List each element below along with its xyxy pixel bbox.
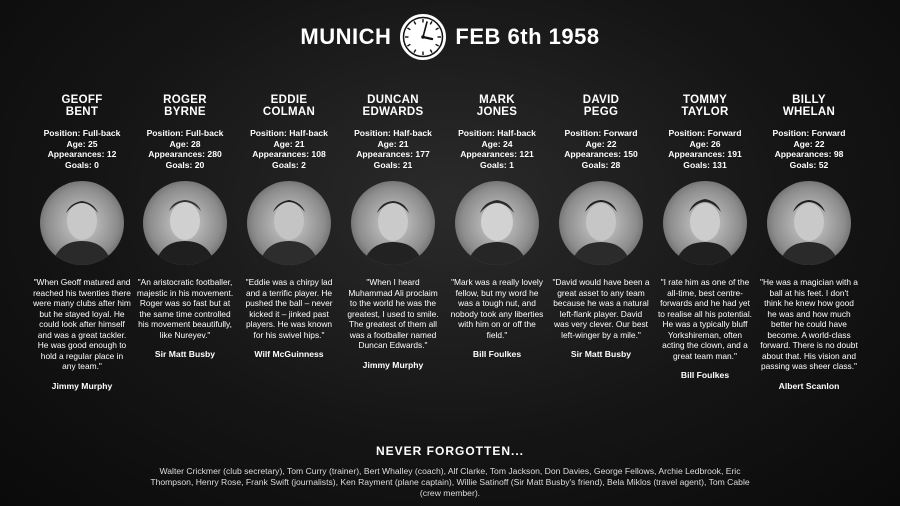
player-age: Age: 24: [481, 138, 513, 149]
player-photo: [455, 181, 539, 265]
player-quote: "Eddie was a chirpy lad and a terrific player. He pushed the ball – never kicked it – jinked past players. He was known for his swivel hips.": [245, 277, 333, 340]
player-stats: [29, 128, 135, 170]
player-position: Position: Half-back: [354, 128, 432, 138]
player-photo: [663, 181, 747, 265]
player-name: [236, 94, 342, 120]
player-photo: [351, 181, 435, 265]
player-card: [132, 94, 238, 359]
player-goals: Goals: 131: [683, 159, 727, 170]
player-last-name: BYRNE: [164, 106, 206, 118]
player-card: [548, 94, 654, 359]
player-name: [756, 94, 862, 120]
player-first-name: DUNCAN: [367, 94, 419, 106]
player-appearances: Appearances: 150: [564, 149, 638, 159]
clock-icon: [399, 13, 447, 61]
quote-author: Wilf McGuinness: [254, 349, 324, 359]
player-name: [444, 94, 550, 120]
quote-author: Bill Foulkes: [472, 349, 522, 359]
player-position: Position: Half-back: [458, 128, 536, 138]
player-last-name: PEGG: [583, 106, 619, 118]
player-goals: Goals: 28: [581, 159, 621, 170]
player-stats: [652, 128, 758, 170]
player-goals: Goals: 0: [65, 159, 99, 170]
player-name: [340, 94, 446, 120]
player-stats: [756, 128, 862, 170]
player-last-name: TAYLOR: [681, 106, 729, 118]
player-last-name: JONES: [476, 106, 518, 118]
player-age: Age: 26: [689, 138, 721, 149]
player-card: [444, 94, 550, 359]
player-card: [236, 94, 342, 359]
player-quote: "David would have been a great asset to any team because he was a natural left-flank player. David was very clever. Our best left-winger by a mile.": [552, 277, 650, 340]
player-age: Age: 25: [66, 138, 98, 149]
player-stats: [132, 128, 238, 170]
player-goals: Goals: 21: [373, 159, 413, 170]
player-appearances: Appearances: 177: [356, 149, 430, 159]
player-last-name: WHELAN: [782, 106, 836, 118]
player-goals: Goals: 1: [480, 159, 514, 170]
player-quote: "An aristocratic footballer, majestic in his movement. Roger was so fast but at the same time controlled his movement beautifully, like Nureyev.": [136, 277, 234, 340]
player-photo: [40, 181, 124, 265]
player-stats: [444, 128, 550, 170]
player-photo: [143, 181, 227, 265]
player-age: Age: 21: [377, 138, 409, 149]
player-quote: "Mark was a really lovely fellow, but my word he was a tough nut, and nobody took any liberties with him on or off the field.": [450, 277, 544, 340]
player-last-name: BENT: [65, 106, 99, 118]
player-position: Position: Half-back: [250, 128, 328, 138]
player-first-name: DAVID: [582, 94, 620, 106]
header-title-right: FEB 6th 1958: [455, 24, 600, 49]
player-photo: [247, 181, 331, 265]
player-first-name: MARK: [479, 94, 515, 106]
player-position: Position: Full-back: [146, 128, 224, 138]
player-quote: "I rate him as one of the all-time, best centre-forwards and he had yet to realise all his potential. He was a typically bluff Yorkshireman, often acting the clown, and a great team man.": [657, 277, 753, 361]
player-quote: "When Geoff matured and reached his twenties there were many clubs after him but he stayed loyal. He could look after himself and was a great tackler. He was good enough to hold a regular place in any team.": [33, 277, 131, 371]
player-quote: "When I heard Muhammad Ali proclaim to the world he was the greatest, I used to smile. The greatest of them all was a footballer named Duncan Edwards.": [347, 277, 439, 350]
player-position: Position: Forward: [772, 128, 846, 138]
player-first-name: EDDIE: [270, 94, 308, 106]
player-name: [548, 94, 654, 120]
player-quote: "He was a magician with a ball at his feet. I don't think he knew how good he was and how much better he could have become. A world-class forward. There is no doubt about that. His vision and passing was sheer class.": [760, 277, 858, 371]
header-title-left: MUNICH: [300, 24, 392, 49]
player-first-name: ROGER: [163, 94, 207, 106]
quote-author: Sir Matt Busby: [154, 349, 216, 359]
quote-author: Jimmy Murphy: [51, 380, 113, 391]
player-card: [652, 94, 758, 380]
player-stats: [340, 128, 446, 170]
player-goals: Goals: 52: [789, 159, 829, 170]
player-first-name: BILLY: [792, 94, 826, 106]
player-card: [756, 94, 862, 391]
player-appearances: Appearances: 12: [47, 149, 117, 159]
quote-author: Jimmy Murphy: [362, 359, 424, 370]
player-first-name: GEOFF: [61, 94, 103, 106]
player-appearances: Appearances: 280: [148, 149, 222, 159]
player-age: Age: 21: [273, 138, 305, 149]
quote-author: Albert Scanlon: [778, 380, 840, 391]
player-position: Position: Forward: [668, 128, 742, 138]
page-header: [0, 8, 900, 66]
player-age: Age: 28: [169, 138, 201, 149]
player-stats: [548, 128, 654, 170]
player-photo: [767, 181, 851, 265]
player-appearances: Appearances: 108: [252, 149, 326, 159]
player-name: [132, 94, 238, 120]
player-name: [652, 94, 758, 120]
player-goals: Goals: 20: [165, 159, 205, 170]
footer-text: Walter Crickmer (club secretary), Tom Curry (trainer), Bert Whalley (coach), Alf Clarke, Tom Jackson, Don Davies, George Fellows, Archie Ledbrook, Eric Thompson, Henry Rose, Frank Swift (journalists), Ken Rayment (plane captain), Willie Satinoff (Sir Matt Busby's friend), Bela Miklos (travel agent), Tom Cable (crew member).: [150, 466, 750, 498]
quote-author: Sir Matt Busby: [570, 349, 632, 359]
quote-author: Bill Foulkes: [680, 370, 730, 380]
player-card: [340, 94, 446, 370]
player-appearances: Appearances: 98: [774, 149, 844, 159]
player-appearances: Appearances: 191: [668, 149, 742, 159]
player-last-name: EDWARDS: [362, 106, 424, 118]
player-photo: [559, 181, 643, 265]
player-age: Age: 22: [585, 138, 617, 149]
player-position: Position: Forward: [564, 128, 638, 138]
player-card: [29, 94, 135, 391]
player-name: [29, 94, 135, 120]
player-age: Age: 22: [793, 138, 825, 149]
player-position: Position: Full-back: [43, 128, 121, 138]
player-goals: Goals: 2: [272, 159, 306, 170]
footer-title: NEVER FORGOTTEN...: [375, 444, 524, 458]
player-first-name: TOMMY: [682, 94, 728, 106]
player-stats: [236, 128, 342, 170]
player-last-name: COLMAN: [262, 106, 316, 118]
player-appearances: Appearances: 121: [460, 149, 534, 159]
